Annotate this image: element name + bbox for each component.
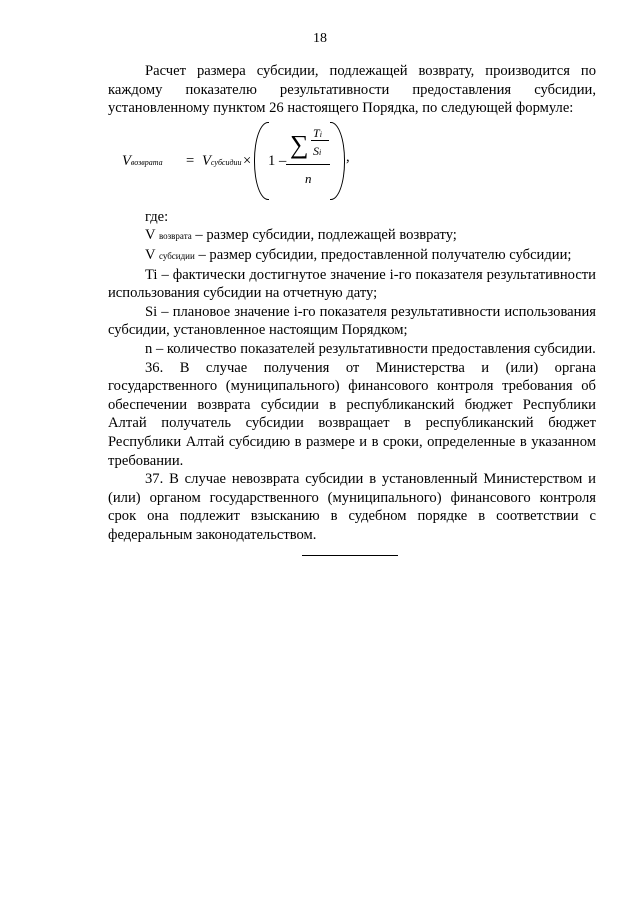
formula-s-symbol: S <box>313 143 319 158</box>
where-label: где: <box>145 208 169 225</box>
formula-times: × <box>243 152 252 169</box>
end-divider <box>302 555 398 556</box>
formula-lhs-symbol: V <box>122 152 131 169</box>
page-number: 18 <box>313 31 327 46</box>
intro-paragraph: Расчет размера субсидии, подлежащей возврату, производится по каждому показателю результативности предоставления субсидии, установленному пунктом 26 настоящего Порядка, по следующей формуле: <box>108 63 596 117</box>
definition-s: Si – плановое значение i-го показателя результативности использования субсидии, установленное настоящим Порядком; <box>108 303 596 339</box>
formula-sigma: ∑ <box>290 129 309 159</box>
definition-v-return-text: – размер субсидии, подлежащей возврату; <box>191 227 457 244</box>
definition-n: n – количество показателей результативности предоставления субсидии. <box>145 340 596 357</box>
formula-left-paren <box>254 122 269 200</box>
definition-v-subsidy-sub: субсидии <box>158 250 195 261</box>
formula-right-paren <box>330 122 345 200</box>
definition-v-return-symbol: V <box>145 227 156 244</box>
formula-outer-fraction-line <box>286 164 330 165</box>
document-body <box>108 62 596 544</box>
paragraph-36: 36. В случае получения от Министерства и (или) органа государственного (муниципального) финансового контроля требования об обеспечении возврата субсидии в республиканский бюджет Республики Алтай получатель субсидии возвращает в республиканский бюджет Республики Алтай субсидию в размере и в сроки, определенные в указанном требовании. <box>108 359 596 469</box>
formula-lhs <box>122 152 163 173</box>
formula-n: n <box>305 170 312 186</box>
formula-one-minus: 1 – <box>268 152 287 169</box>
definition-v-subsidy-text: – размер субсидии, предоставленной получателю субсидии; <box>194 246 572 263</box>
formula-eq: = <box>186 152 195 169</box>
formula-s-sub: i <box>319 147 322 157</box>
formula <box>108 122 596 200</box>
definition-v-return <box>108 226 596 246</box>
formula-rhs <box>202 152 241 173</box>
definition-v-subsidy <box>108 246 596 266</box>
definition-t: Ti – фактически достигнутое значение i-го показателя результативности использования субсидии на отчетную дату; <box>108 266 596 302</box>
definition-v-subsidy-symbol: V <box>145 246 156 263</box>
paragraph-37: 37. В случае невозврата субсидии в установленный Министерством и (или) органом государственного (муниципального) финансового контроля срок она подлежит взысканию в судебном порядке в соответствии с федеральным законодательством. <box>108 471 596 543</box>
formula-inner-fraction-line <box>311 140 329 141</box>
formula-rhs-sub: субсидии <box>210 157 242 167</box>
formula-rhs-symbol: V <box>202 152 211 169</box>
definition-v-return-sub: возврата <box>158 231 192 242</box>
formula-t-sub: i <box>319 129 322 139</box>
formula-s <box>313 142 321 163</box>
formula-comma: , <box>346 148 350 165</box>
formula-lhs-sub: возврата <box>130 157 163 167</box>
formula-t-symbol: T <box>313 125 320 140</box>
